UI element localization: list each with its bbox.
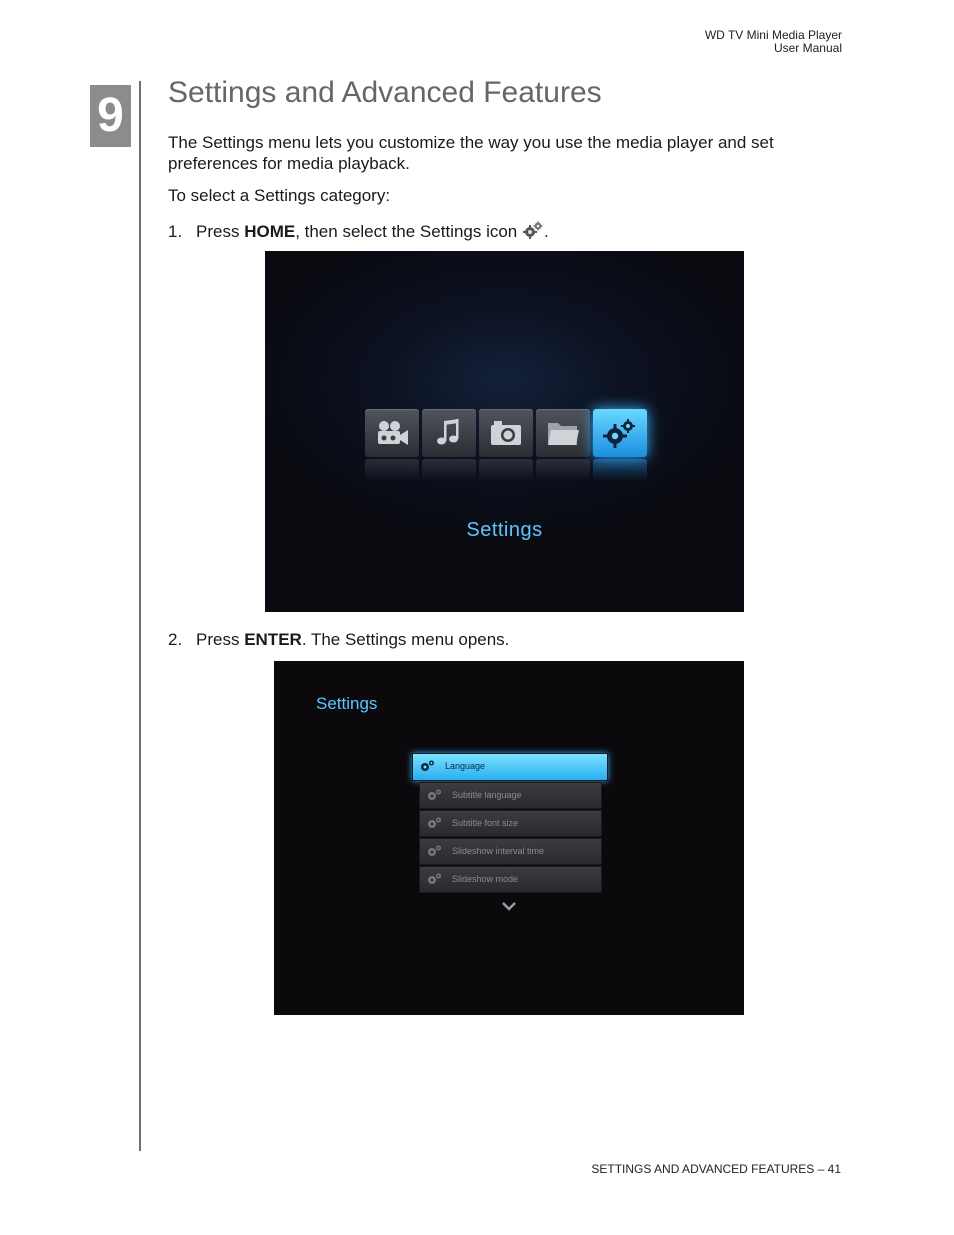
- settings-menu-item-slideshow-mode: [419, 866, 602, 893]
- step-text-pre: Press: [196, 630, 245, 649]
- settings-menu-title: Settings: [316, 694, 378, 713]
- home-tile-video: [365, 409, 419, 457]
- chapter-title: Settings and Advanced Features: [168, 76, 602, 109]
- home-selected-label: Settings: [466, 519, 543, 541]
- page-footer: SETTINGS AND ADVANCED FEATURES – 41: [591, 1162, 841, 1176]
- step-key: ENTER: [244, 630, 302, 649]
- menu-item-label: Language: [445, 761, 486, 771]
- settings-menu-item-subtitle-language: [419, 782, 602, 809]
- step-2: [168, 629, 509, 650]
- header-doc-type: User Manual: [773, 41, 842, 55]
- page-header: [705, 29, 842, 55]
- gear-icon: [426, 816, 442, 830]
- step-text-post: . The Settings menu opens.: [301, 630, 510, 649]
- tile-reflection: [479, 459, 533, 481]
- folder-icon: [546, 418, 580, 448]
- intro-paragraph: The Settings menu lets you customize the way you use the media player and set preferences for media playback.: [168, 133, 774, 173]
- home-menu-screenshot: [265, 251, 744, 612]
- music-note-icon: [432, 418, 466, 448]
- step-number: 2.: [168, 630, 183, 649]
- gear-icon: [426, 872, 442, 886]
- video-camera-icon: [375, 418, 409, 448]
- settings-menu-screenshot: [274, 661, 744, 1015]
- select-prompt: To select a Settings category:: [168, 186, 391, 205]
- tile-reflection: [365, 459, 419, 481]
- step-number: 1.: [168, 222, 183, 241]
- step-text-end: .: [544, 222, 549, 241]
- header-product: WD TV Mini Media Player: [704, 28, 842, 42]
- step-1: [168, 221, 549, 242]
- gear-icon: [426, 844, 442, 858]
- settings-gears-icon: [603, 418, 637, 448]
- step-text-pre: Press: [196, 222, 245, 241]
- home-tile-folder: [536, 409, 590, 457]
- menu-item-label: Slideshow mode: [452, 874, 519, 884]
- menu-item-label: Subtitle font size: [452, 818, 519, 828]
- menu-item-label: Subtitle language: [452, 790, 522, 800]
- gear-icon: [426, 788, 442, 802]
- chevron-down-icon: [501, 900, 517, 912]
- settings-menu-item-language: [412, 753, 608, 781]
- settings-menu-item-subtitle-font-size: [419, 810, 602, 837]
- chapter-divider-line: [139, 81, 141, 1151]
- camera-icon: [489, 418, 523, 448]
- home-tile-settings: [593, 409, 647, 457]
- home-tile-music: [422, 409, 476, 457]
- tile-reflection: [536, 459, 590, 481]
- tile-reflection: [422, 459, 476, 481]
- menu-item-label: Slideshow interval time: [452, 846, 545, 856]
- settings-menu-item-slideshow-interval: [419, 838, 602, 865]
- step-text-post: , then select the Settings icon: [295, 222, 518, 241]
- tile-reflection: [593, 459, 647, 481]
- step-key: HOME: [244, 222, 296, 241]
- chapter-number-badge: 9: [90, 85, 131, 147]
- home-tile-photo: [479, 409, 533, 457]
- settings-gears-icon: [522, 221, 544, 239]
- gear-icon: [419, 759, 435, 773]
